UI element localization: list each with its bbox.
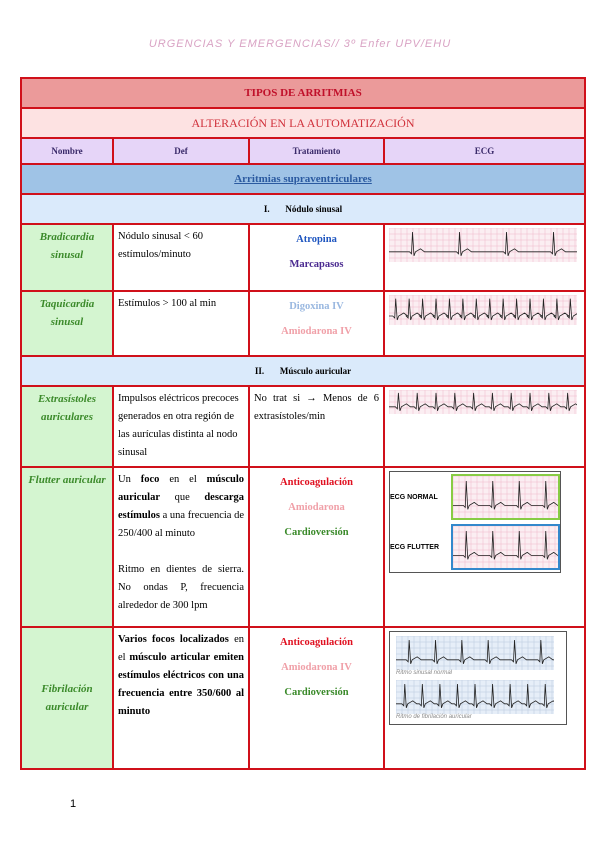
ecg-image: ECG NORMAL ECG FLUTTER bbox=[384, 467, 585, 627]
row-trat: Atropina Marcapasos bbox=[249, 224, 384, 291]
ecg-trace bbox=[451, 474, 560, 520]
ecg-image bbox=[384, 386, 585, 467]
ecg-trace bbox=[396, 680, 554, 714]
row-name: Taquicardia sinusal bbox=[21, 291, 113, 356]
ecg-trace bbox=[389, 390, 577, 414]
page-number: 1 bbox=[70, 798, 77, 810]
row-def: Un foco en el músculo auricular que descarga estímulos a una frecuencia de 250/400 al minuto Ritmo en dientes de sierra. No ondas P, frecuencia alrededor de 300 lpm bbox=[113, 467, 249, 627]
row-name: Fibrilación auricular bbox=[21, 627, 113, 769]
ecg-image bbox=[384, 224, 585, 291]
ecg-trace bbox=[389, 295, 577, 325]
row-name: Bradicardia sinusal bbox=[21, 224, 113, 291]
row-name: Flutter auricular bbox=[21, 467, 113, 627]
row-trat: Anticoagulación Amiodarona IV Cardioversión bbox=[249, 627, 384, 769]
section-heading: Arritmias supraventriculares bbox=[21, 164, 585, 194]
group-heading: I. Nódulo sinusal bbox=[21, 194, 585, 224]
col-tratamiento: Tratamiento bbox=[249, 138, 384, 164]
ecg-image bbox=[384, 291, 585, 356]
row-def: Varios focos localizados en el músculo articular emiten estímulos eléctricos con una frecuencia entre 350/600 al minuto bbox=[113, 627, 249, 769]
table-title: TIPOS DE ARRITMIAS bbox=[21, 78, 585, 108]
arrhythmia-table bbox=[20, 77, 586, 770]
row-trat: Anticoagulación Amiodarona Cardioversión bbox=[249, 467, 384, 627]
group-heading: II. Músculo auricular bbox=[21, 356, 585, 386]
row-name: Extrasístoles auriculares bbox=[21, 386, 113, 467]
col-ecg: ECG bbox=[384, 138, 585, 164]
row-def: Estímulos > 100 al min bbox=[113, 291, 249, 356]
ecg-trace bbox=[389, 228, 577, 262]
col-nombre: Nombre bbox=[21, 138, 113, 164]
ecg-image: Ritmo sinusal normal Ritmo de fibrilación auricular bbox=[384, 627, 585, 769]
row-def: Impulsos eléctricos precoces generados en otra región de las aurículas distinta al nodo sinusal bbox=[113, 386, 249, 467]
ecg-trace bbox=[451, 524, 560, 570]
row-trat: Digoxina IV Amiodarona IV bbox=[249, 291, 384, 356]
row-trat: No trat si → Menos de 6 extrasístoles/min bbox=[249, 386, 384, 467]
col-def: Def bbox=[113, 138, 249, 164]
ecg-trace bbox=[396, 636, 554, 670]
row-def: Nódulo sinusal < 60 estímulos/minuto bbox=[113, 224, 249, 291]
table-subtitle: ALTERACIÓN EN LA AUTOMATIZACIÓN bbox=[21, 108, 585, 138]
page-header: URGENCIAS Y EMERGENCIAS// 3º Enfer UPV/EHU bbox=[148, 38, 452, 50]
